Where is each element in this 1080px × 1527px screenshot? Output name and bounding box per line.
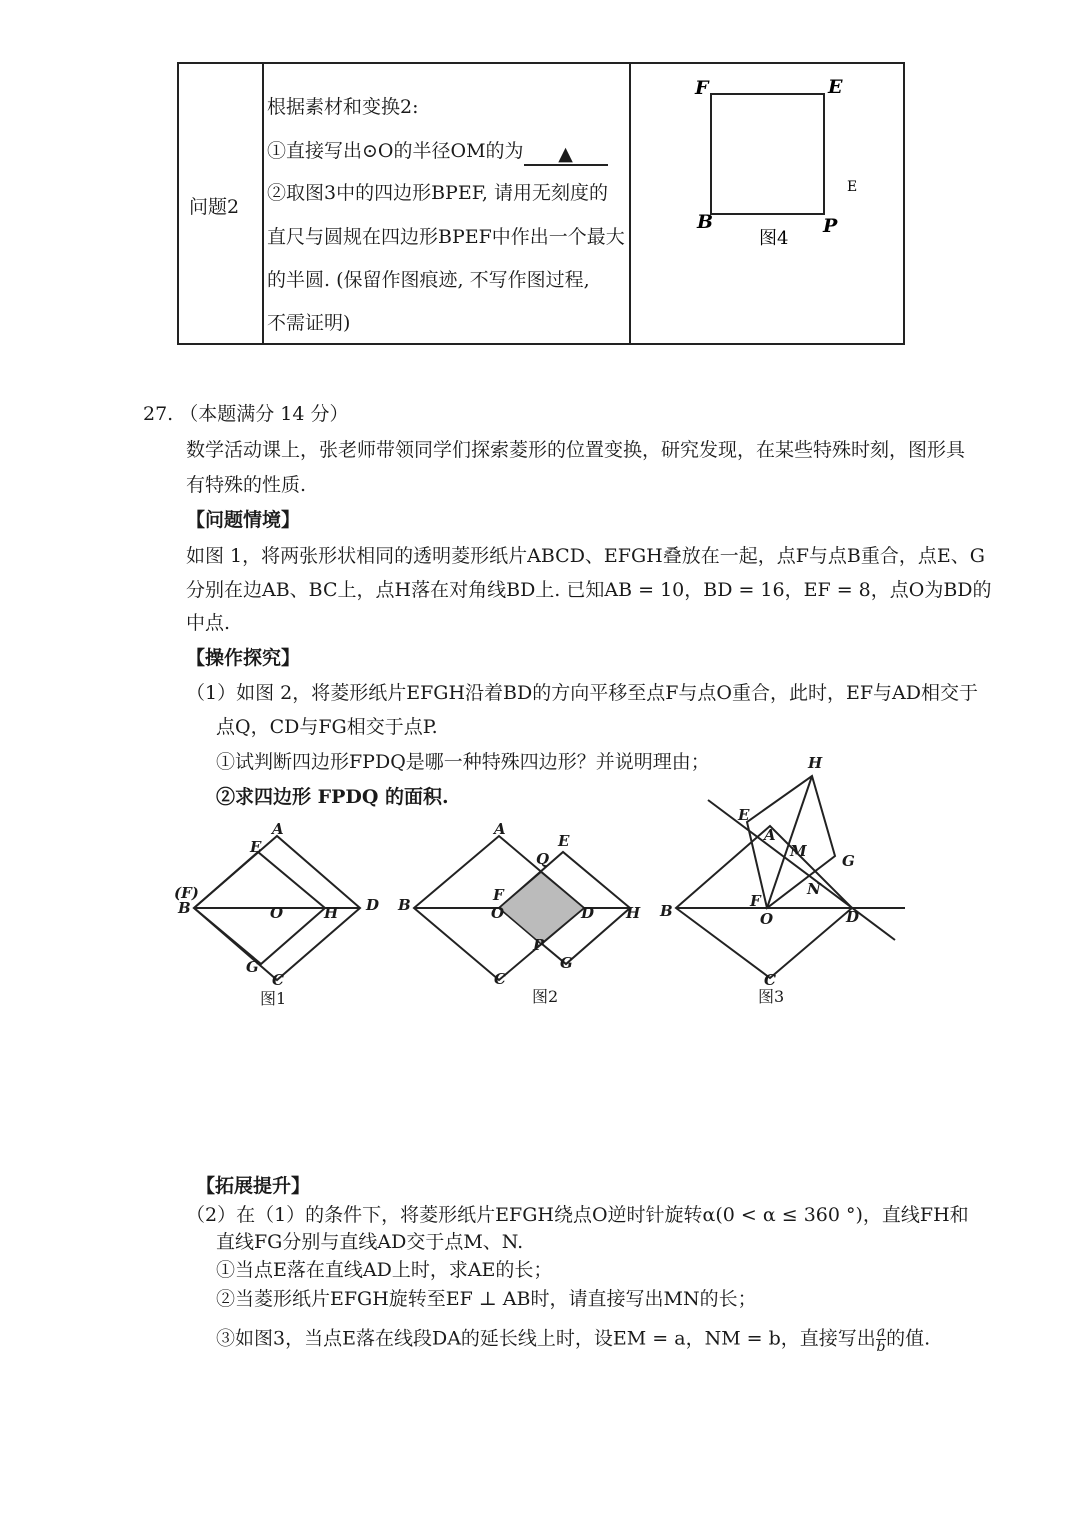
figure-4 (631, 64, 903, 343)
rhombus-abcd-fig3 (676, 826, 852, 978)
label-G: G (842, 852, 855, 870)
label-Q: Q (536, 850, 550, 868)
label-D: D (366, 896, 380, 914)
section-heading: 【操作探究】 (186, 647, 301, 669)
label-C: C (764, 971, 776, 989)
fraction-a-over-b: $\frac{a}{b}$ (876, 1324, 886, 1355)
table-divider (262, 64, 264, 343)
label-C: C (272, 971, 284, 989)
part1-line: 点Q，CD与FG相交于点P. (216, 716, 438, 738)
label-E: E (558, 832, 570, 850)
context-line: 分别在边AB、BC上，点H落在对角线BD上. 已知AB = 10，BD = 16，EF = 8，点O为BD的 (186, 579, 992, 601)
label-A: A (272, 820, 284, 838)
part2-question: ②当菱形纸片EFGH旋转至EF ⊥ AB时，请直接写出MN的长； (216, 1288, 757, 1310)
label-D: D (581, 904, 595, 922)
label-N: N (807, 880, 821, 898)
figure-caption: 图2 (532, 987, 559, 1006)
line-ad-fig3 (708, 800, 895, 940)
label-A: A (764, 826, 776, 844)
label-E: E (250, 838, 262, 856)
triangle-mark: ▲ (558, 143, 573, 165)
table-line: ①直接写出⊙O的半径OM的为 ▲ (267, 142, 608, 163)
figures-1-3 (160, 740, 920, 1020)
label-B: B (697, 211, 714, 233)
part2-line: 直线FG分别与直线AD交于点M、N. (216, 1231, 524, 1253)
part1-question: ①试判断四边形FPDQ是哪一种特殊四边形？并说明理由； (216, 751, 710, 773)
label-P: P (823, 215, 838, 237)
question-header: 27. （本题满分 14 分） (143, 403, 349, 425)
intro-line: 数学活动课上，张老师带领同学们探索菱形的位置变换，研究发现，在某些特殊时刻，图形具 (186, 439, 966, 461)
intro-line: 有特殊的性质. (186, 474, 307, 496)
label-B: B (398, 896, 411, 914)
label-H: H (626, 904, 641, 922)
label-O: O (270, 904, 284, 922)
section-heading: 【拓展提升】 (196, 1175, 311, 1197)
part2-question: ①当点E落在直线AD上时，求AE的长； (216, 1259, 553, 1281)
label-G: G (246, 958, 259, 976)
label-F: F (695, 77, 709, 99)
label-O: O (491, 904, 505, 922)
question-table (177, 62, 905, 345)
part2-line: （2）在（1）的条件下，将菱形纸片EFGH绕点O逆时针旋转α(0 < α ≤ 360 °)，直线FH和 (186, 1204, 969, 1226)
label-E: E (828, 76, 843, 98)
table-line: 根据素材和变换2: (267, 96, 419, 118)
shaded-fpdq (499, 872, 584, 944)
row-label: 问题2 (189, 196, 240, 218)
part2-question: ③如图3，当点E落在线段DA的延长线上时，设EM = a，NM = b，直接写出 $\frac{a}{b}$ 的值. (216, 1324, 931, 1355)
table-line: 直尺与圆规在四边形BPEF中作出一个最大 (267, 226, 625, 248)
context-line: 如图 1，将两张形状相同的透明菱形纸片ABCD、EFGH叠放在一起，点F与点B重合，点E、G (186, 545, 985, 567)
figure-caption: 图4 (759, 228, 789, 249)
label-F: F (750, 892, 761, 910)
label-F: (F) (174, 884, 199, 902)
label-B: B (178, 899, 191, 917)
table-line: ②取图3中的四边形BPEF, 请用无刻度的 (267, 182, 609, 204)
label-B: B (660, 902, 673, 920)
label-O: O (760, 910, 774, 928)
label-P: P (533, 936, 545, 954)
label-A: A (494, 820, 506, 838)
label-E: E (738, 806, 750, 824)
figure-caption: 图3 (758, 987, 785, 1006)
label-F: F (493, 886, 504, 904)
label-M: M (790, 842, 807, 860)
part1-line: （1）如图 2，将菱形纸片EFGH沿着BD的方向平移至点F与点O重合，此时，EF与AD相交于 (186, 682, 978, 704)
context-line: 中点. (186, 612, 231, 634)
label-C: C (494, 970, 506, 988)
label-H: H (324, 904, 339, 922)
table-line: 不需证明) (267, 312, 351, 334)
label-H: H (808, 754, 823, 772)
section-heading: 【问题情境】 (186, 509, 301, 531)
label-D: D (846, 908, 860, 926)
square-bpef (711, 94, 824, 214)
label-G: G (560, 954, 573, 972)
answer-blank (524, 145, 608, 166)
part1-question: ②求四边形 FPDQ 的面积. (216, 786, 449, 808)
figure-caption: 图1 (260, 989, 287, 1008)
label-side-E: E (847, 179, 858, 195)
table-line: 的半圆. (保留作图痕迹, 不写作图过程, (267, 269, 590, 291)
